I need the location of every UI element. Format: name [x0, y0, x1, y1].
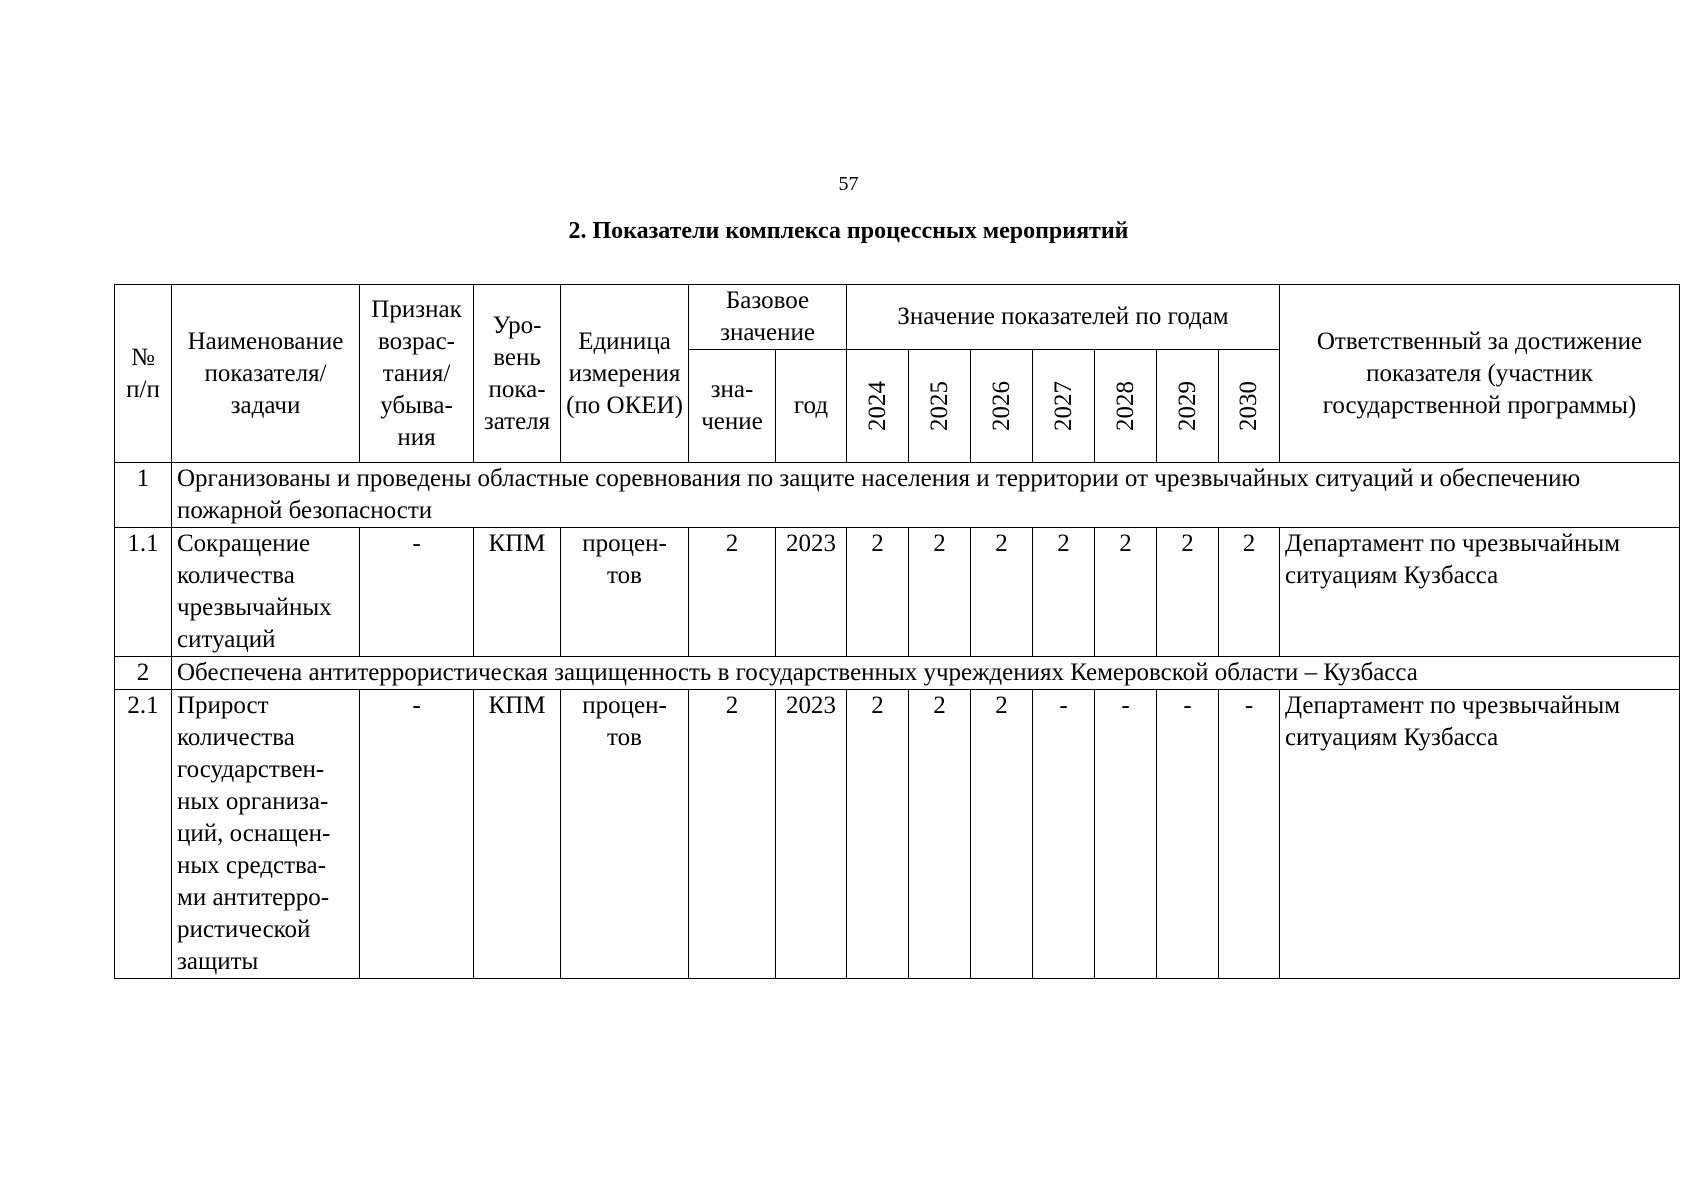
header-year-2026: 2026 [971, 350, 1033, 463]
section-row [115, 657, 1680, 690]
section-title: Обеспечена антитеррористическая защищенность в государственных учреждениях Кемеровской области – Кузбасса [172, 657, 1680, 690]
section-num: 2 [115, 657, 172, 690]
row-num: 2.1 [115, 690, 172, 979]
value-2029: - [1157, 690, 1219, 979]
value-2024: 2 [847, 528, 909, 657]
value-2026: 2 [971, 690, 1033, 979]
value-2028: 2 [1095, 528, 1157, 657]
page-number: 57 [838, 173, 859, 195]
base-value: 2 [689, 528, 776, 657]
section-row [115, 463, 1680, 528]
header-base-year: год [776, 350, 847, 463]
indicator-level: КПМ [474, 690, 561, 979]
header-base: Базовое значение [689, 285, 847, 350]
header-year-2030: 2030 [1219, 350, 1280, 463]
responsible: Департамент по чрезвычайным ситуациям Кузбасса [1280, 690, 1680, 979]
indicator-name: Прирост количества государствен-ных организа-ций, оснащен-ных средства-ми антитерро-ристической защиты [172, 690, 360, 979]
row-num: 1.1 [115, 528, 172, 657]
header-level: Уро-вень пока-зателя [474, 285, 561, 463]
section-title: Организованы и проведены областные соревнования по защите населения и территории от чрезвычайных ситуаций и обеспечению пожарной безопасности [172, 463, 1680, 528]
header-year-2028: 2028 [1095, 350, 1157, 463]
header-num: № п/п [115, 285, 172, 463]
value-2024: 2 [847, 690, 909, 979]
value-2030: 2 [1219, 528, 1280, 657]
header-unit: Единица измерения (по ОКЕИ) [561, 285, 689, 463]
header-base-value: зна-чение [689, 350, 776, 463]
indicator-level: КПМ [474, 528, 561, 657]
header-year-2024: 2024 [847, 350, 909, 463]
indicator-unit: процен-тов [561, 528, 689, 657]
header-sign: Признак возрас-тания/ убыва-ния [360, 285, 474, 463]
value-2027: 2 [1033, 528, 1095, 657]
header-name: Наименование показателя/ задачи [172, 285, 360, 463]
header-year-2027: 2027 [1033, 350, 1095, 463]
header-year-2025: 2025 [909, 350, 971, 463]
base-year: 2023 [776, 690, 847, 979]
value-2029: 2 [1157, 528, 1219, 657]
table-row [115, 528, 1680, 657]
value-2028: - [1095, 690, 1157, 979]
value-2025: 2 [909, 528, 971, 657]
table-row [115, 690, 1680, 979]
header-year-2029: 2029 [1157, 350, 1219, 463]
indicator-sign: - [360, 690, 474, 979]
page-title: 2. Показатели комплекса процессных мероприятий [568, 218, 1129, 244]
responsible: Департамент по чрезвычайным ситуациям Кузбасса [1280, 528, 1680, 657]
indicator-unit: процен-тов [561, 690, 689, 979]
indicators-table [114, 284, 1680, 979]
value-2025: 2 [909, 690, 971, 979]
section-num: 1 [115, 463, 172, 528]
indicator-name: Сокращение количества чрезвычайных ситуаций [172, 528, 360, 657]
indicator-sign: - [360, 528, 474, 657]
value-2030: - [1219, 690, 1280, 979]
header-responsible: Ответственный за достижение показателя (участник государственной программы) [1280, 285, 1680, 463]
base-year: 2023 [776, 528, 847, 657]
value-2026: 2 [971, 528, 1033, 657]
value-2027: - [1033, 690, 1095, 979]
base-value: 2 [689, 690, 776, 979]
header-years-group: Значение показателей по годам [847, 285, 1280, 350]
